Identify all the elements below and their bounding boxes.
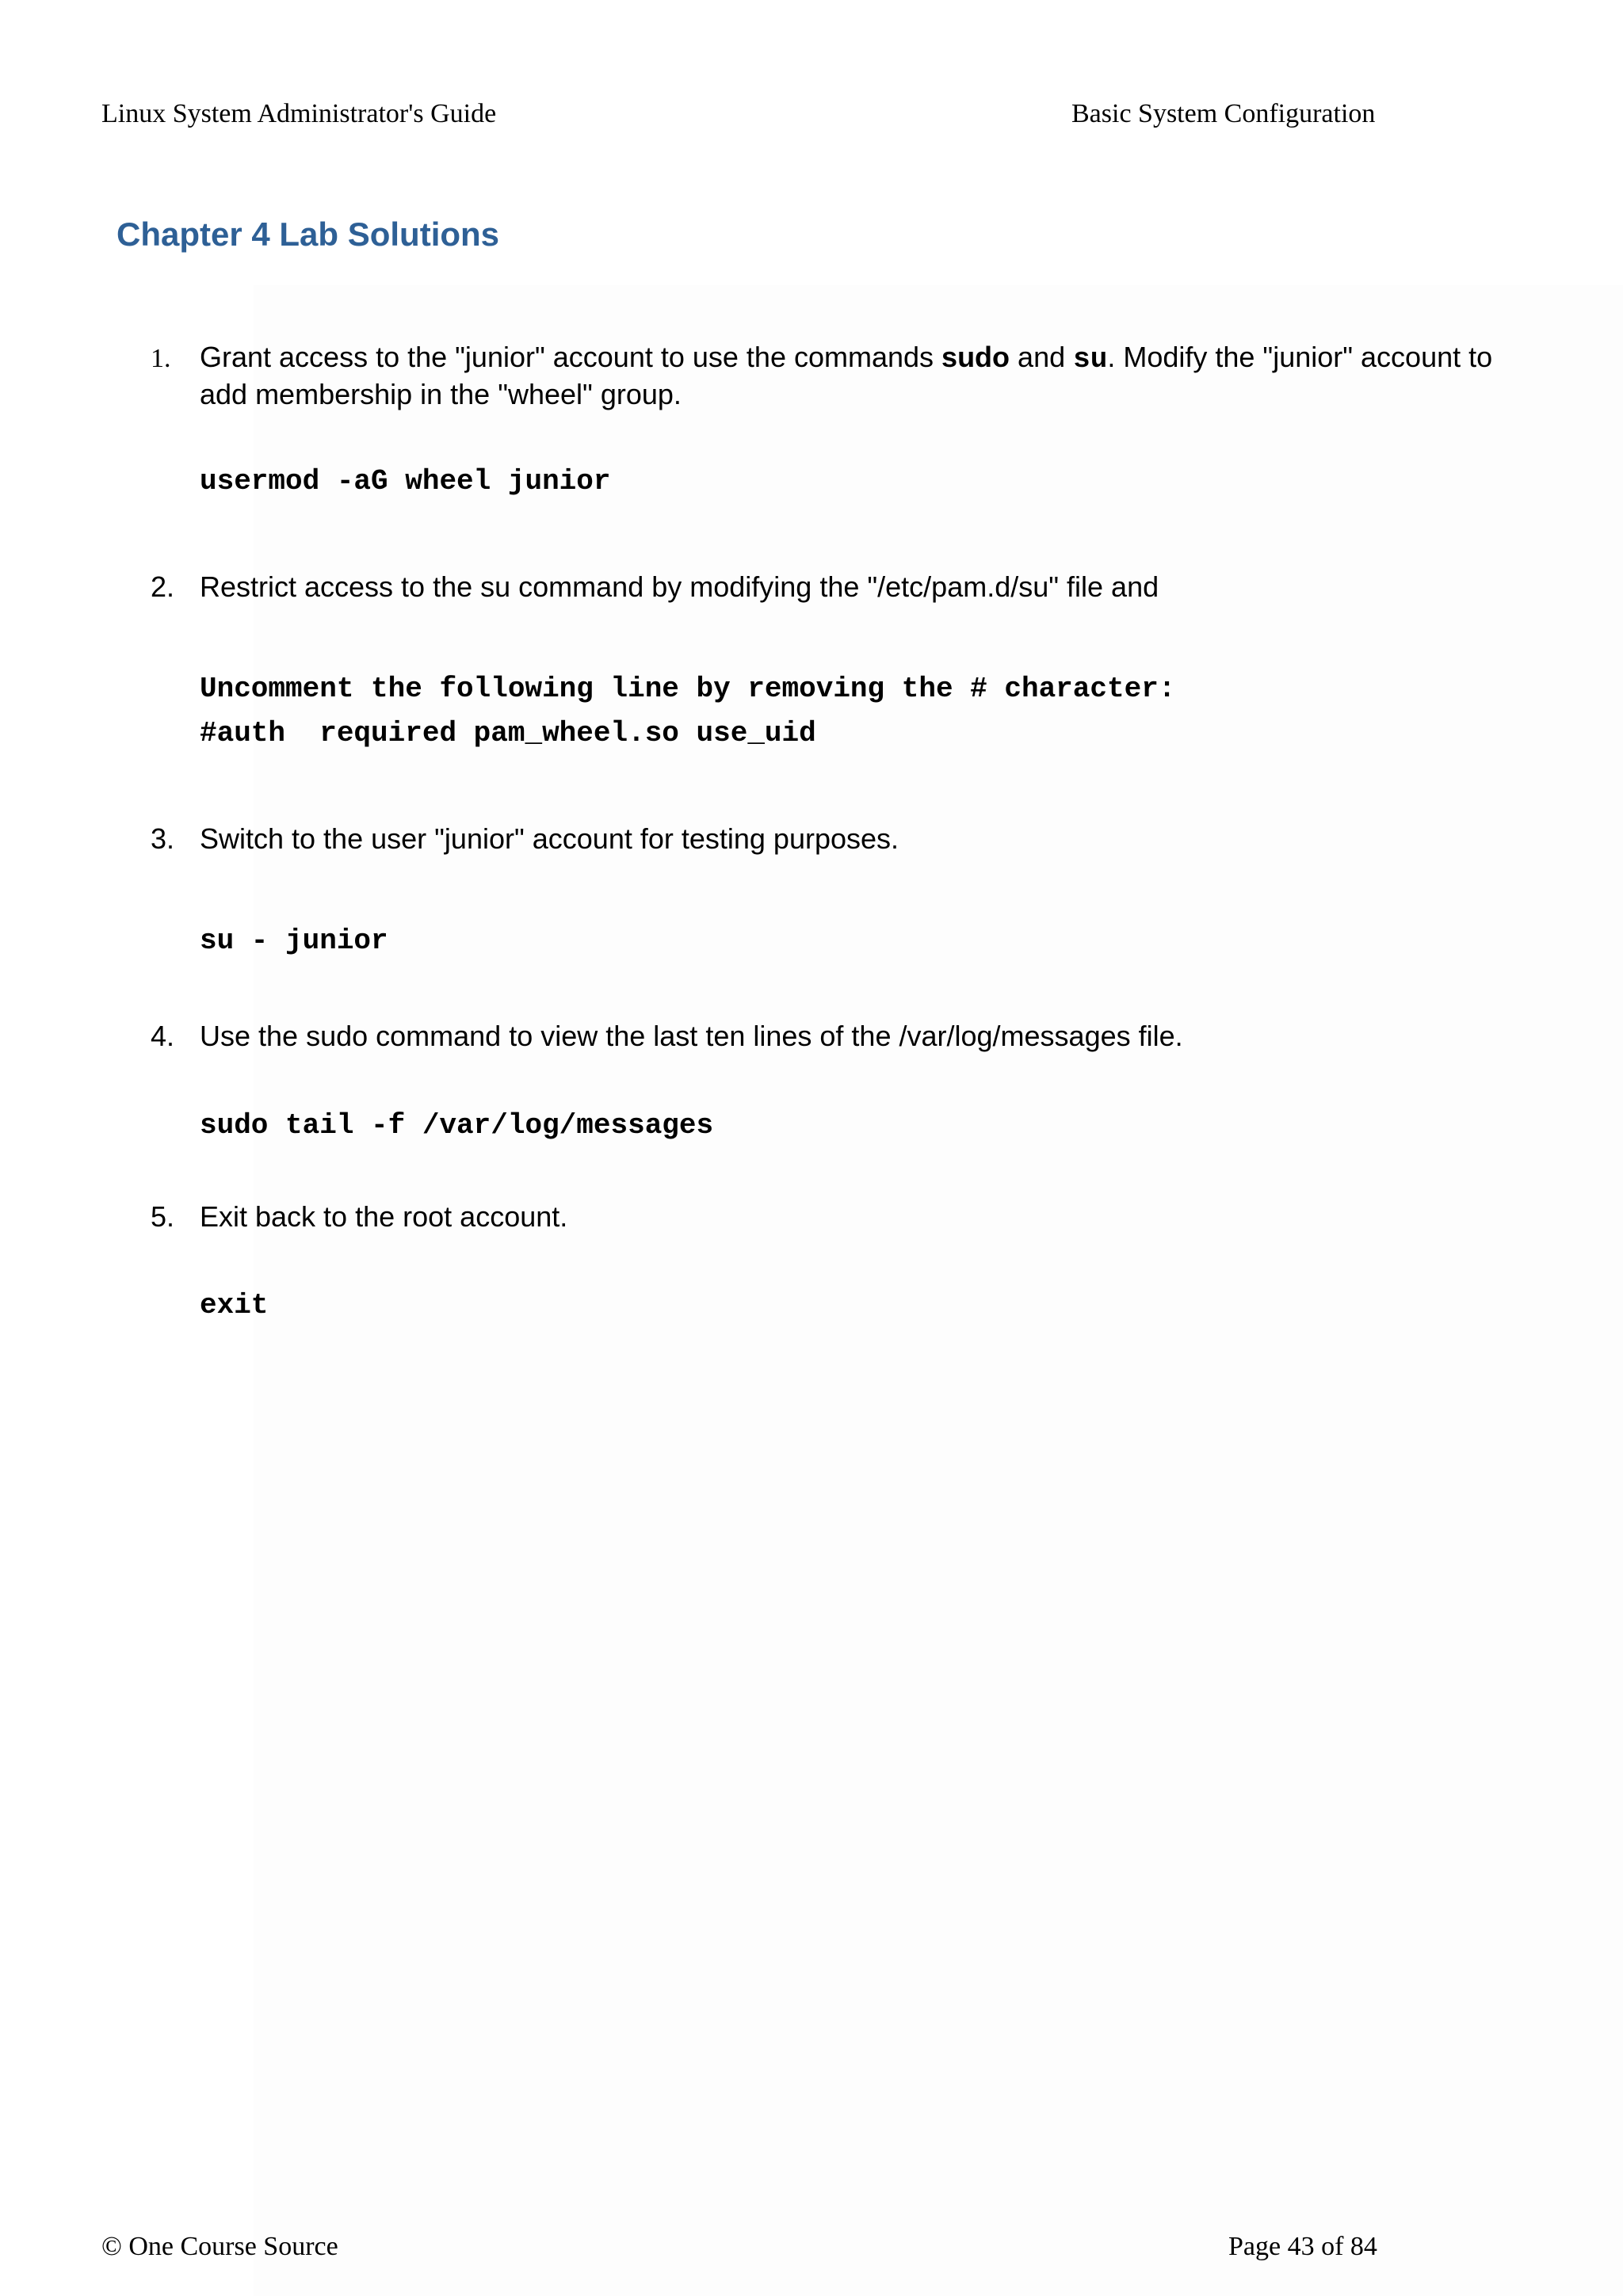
step-1-command-su: su <box>1073 343 1108 376</box>
footer-copyright: © One Course Source <box>101 2232 338 2261</box>
step-text-5: Exit back to the root account. <box>200 1200 568 1233</box>
step-2-code-line-2: #auth required pam_wheel.so use_uid <box>200 717 816 749</box>
step-1-text-before: Grant access to the "junior" account to use the commands <box>200 341 942 373</box>
step-number-3: 3. <box>151 822 175 855</box>
step-5-code-line: exit <box>200 1289 269 1322</box>
step-number-2: 2. <box>151 570 175 603</box>
step-number-5: 5. <box>151 1200 175 1233</box>
step-1-text-after: . Modify the "junior" account to add membership in the "wheel" group. <box>200 341 1493 410</box>
step-text-2: Restrict access to the su command by modifying the "/etc/pam.d/su" file and <box>200 570 1159 603</box>
step-4-code-line: sudo tail -f /var/log/messages <box>200 1109 714 1142</box>
step-1-command-sudo: sudo <box>941 341 1010 373</box>
step-1-code-line: usermod -aG wheel junior <box>200 465 611 498</box>
step-text-1 <box>200 340 1531 412</box>
header-guide-title: Linux System Administrator's Guide <box>101 99 497 128</box>
step-2-code-line-1: Uncomment the following line by removing the # character: <box>200 673 1176 705</box>
step-text-3: Switch to the user "junior" account for testing purposes. <box>200 822 899 855</box>
step-1-text-mid: and <box>1010 341 1074 373</box>
footer-page-number: Page 43 of 84 <box>1228 2232 1377 2261</box>
step-number-4: 4. <box>151 1020 175 1052</box>
step-text-4: Use the sudo command to view the last ten lines of the /var/log/messages file. <box>200 1020 1183 1052</box>
page-title: Chapter 4 Lab Solutions <box>116 215 500 253</box>
step-3-code-line: su - junior <box>200 925 388 957</box>
step-number-1: 1. <box>151 344 171 373</box>
header-section-title: Basic System Configuration <box>1071 99 1376 128</box>
